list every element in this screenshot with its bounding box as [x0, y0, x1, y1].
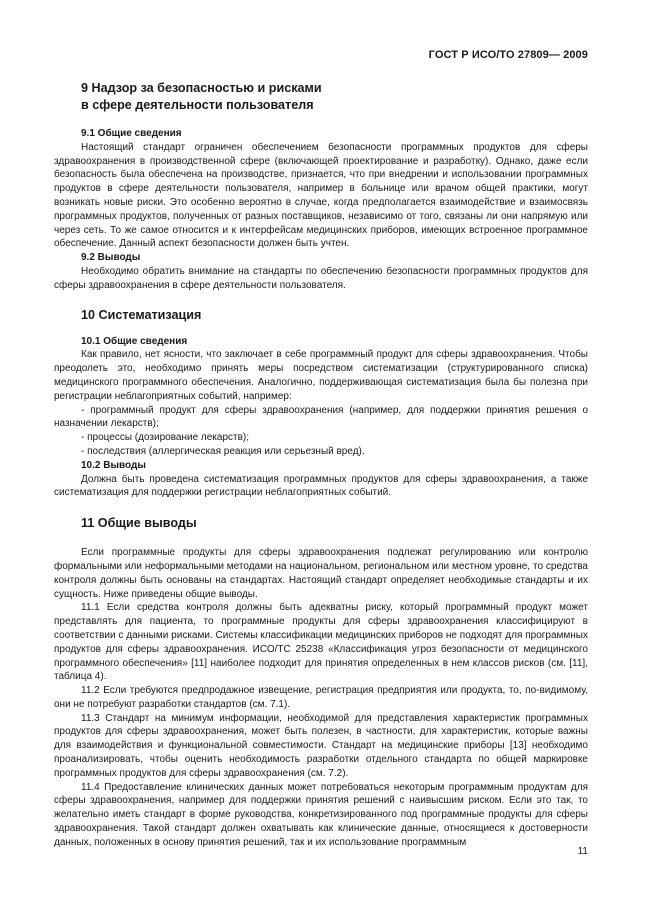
paragraph-10-2: Должна быть проведена систематизация программных продуктов для сферы здравоохранения, а также систематизация для поддержки регистрации неблагоприятных событий. — [54, 473, 588, 499]
paragraph-11-3: 11.3 Стандарт на минимум информации, необходимой для представления характеристик программных продуктов для сферы здравоохранения, может быть полезен, в частности, для характеристик, которые важны для взаимодействия и функциональной совместимости. Стандарт на медицинские приборы [13] необходимо проанализировать, чтобы оценить необходимость разработки отдельного стандарта по общей маркировке программных продуктов для сферы здравоохранения (см. 7.2). — [54, 712, 588, 779]
paragraph-11-intro: Если программные продукты для сферы здравоохранения подлежат регулированию или контролю формальными или неформальными методами на национальном, региональном или местном уровне, то средства контроля должны быть основаны на стандартах. Настоящий стандарт определяет необходимые стандарты и их сущность. Ниже приведены общие выводы. — [54, 547, 588, 600]
section-10-title: 10 Систематизация — [81, 307, 202, 322]
document-header: ГОСТ Р ИСО/ТО 27809— 2009 — [428, 49, 588, 61]
subsection-9-1-heading: 9.1 Общие сведения — [81, 128, 182, 139]
section-11-title: 11 Общие выводы — [81, 516, 197, 531]
subsection-10-1-heading: 10.1 Общие сведения — [81, 335, 188, 347]
section-9-title-line2: в сфере деятельности пользователя — [81, 98, 314, 112]
paragraph-11-4: 11.4 Предоставление клинических данных может потребоваться некоторым программным продуктам для сферы здравоохранения, например для поддержки принятия решений с наивысшим риском. Если это так, то желательно иметь стандарт в форме руководства, конкретизированного под программные продукты для сферы здравоохранения. Такой стандарт должен охватывать как клинические данные, относящиеся к достоверности данных, положенных в основу принятия решений, так и их использование программным — [54, 781, 588, 848]
list-item: - программный продукт для сферы здравоохранения (например, для поддержки принятия решения о назначении лекарств); — [54, 404, 588, 430]
list-item: - процессы (дозирование лекарств); — [81, 432, 250, 444]
page-number: 11 — [577, 846, 588, 857]
paragraph-11-2: 11.2 Если требуются предпродажное извещение, регистрация предприятия или продукта, то, по-видимому, они не потребуют разработки стандартов (см. 7.1). — [54, 685, 588, 710]
page-content — [54, 80, 588, 850]
subsection-9-2-heading: 9.2 Выводы — [81, 252, 141, 264]
paragraph-11-1: 11.1 Если средства контроля должны быть адекватны риску, который программный продукт может представлять для пациента, то программные продукты для сферы здравоохранения классифицируют в соответствии с данными рисками. Системы классификации медицинских приборов не подходят для программных продуктов для сферы здравоохранения. ИСО/ТС 25238 «Классификация угроз безопасности от медицинского программного обеспечения» [11] наиболее подходит для принятия определенных в нем классов рисков (см. [11], таблица 4). — [54, 602, 588, 683]
list-item: - последствия (аллергическая реакция или серьезный вред). — [81, 445, 365, 457]
subsection-10-2-heading: 10.2 Выводы — [81, 459, 146, 471]
section-9-title — [81, 80, 588, 114]
section-9-title-line1: 9 Надзор за безопасностью и рисками — [81, 81, 322, 95]
paragraph-9-2: Необходимо обратить внимание на стандарты по обеспечению безопасности программных продуктов для сферы здравоохранения в сфере деятельности пользователя. — [54, 265, 588, 291]
paragraph-9-1: Настоящий стандарт ограничен обеспечением безопасности программных продуктов для сферы здравоохранения в производственной сфере (включающей проектирование и разработку). Однако, даже если безопасность была обеспечена на производстве, признается, что при внедрении и использовании программных продуктов в сфере деятельности пользователя, например в больнице или врачом общей практики, могут возникать новые риски. Это особенно вероятно в случае, когда предполагается взаимодействие и взаимосвязь программных продуктов, полученных от разных поставщиков, независимо от того, связаны ли они напрямую или через сеть. То же самое относится и к интерфейсам медицинских приборов, имеющих встроенное программное обеспечение. Данный аспект безопасности должен быть учтен. — [54, 141, 588, 250]
paragraph-10-1: Как правило, нет ясности, что заключает в себе программный продукт для сферы здравоохранения. Чтобы преодолеть это, необходимо принять меры посредством систематизации (структурированного списка) медицинского программного обеспечения. Аналогично, поддерживающая систематизация была бы полезна при регистрации неблагоприятных событий, например: — [54, 349, 588, 402]
